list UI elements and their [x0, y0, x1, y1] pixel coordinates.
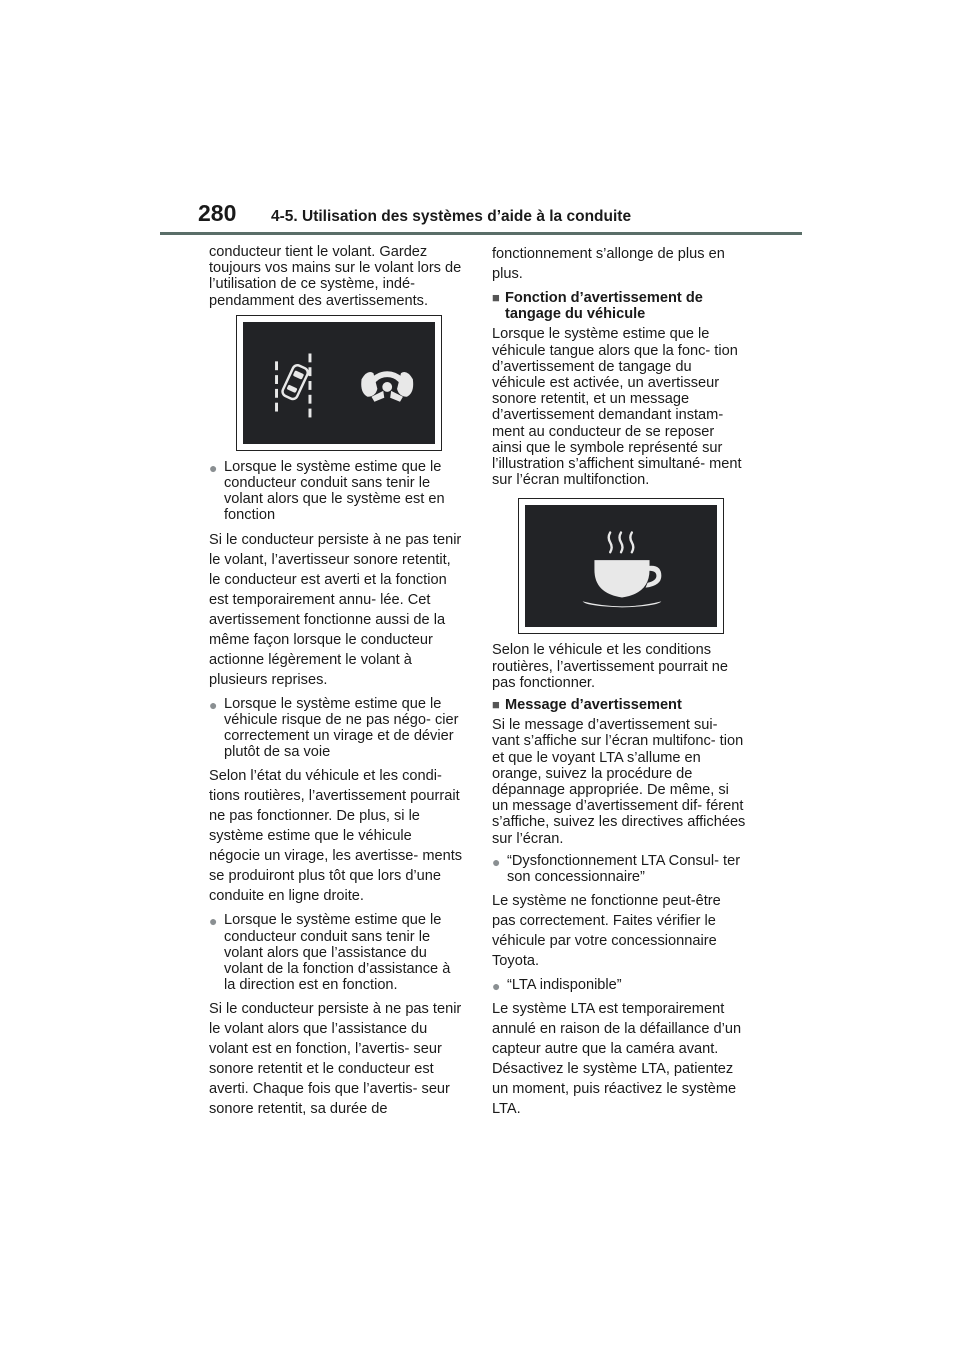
bullet-icon: ● [209, 459, 218, 476]
paragraph: Lorsque le système estime que le véhicule tangue alors que la fonc- tion d’avertissement de tangage du véhicule est activée, un avertisseur sonore retentit, et un message d’avertissement demandant instam- ment au conducteur de se reposer ainsi que le symbole représenté sur l’illustration s’affichent simultané- ment sur l’écran multifonction. [492, 326, 742, 489]
bullet-item [492, 853, 748, 885]
bullet-icon: ● [209, 696, 218, 713]
paragraph: Selon le véhicule et les conditions routières, l’avertissement pourrait ne pas fonctionner. [492, 642, 729, 691]
heading-text: Fonction d’avertissement de tangage du véhicule [505, 290, 703, 323]
paragraph: Si le conducteur persiste à ne pas tenir le volant, l’avertisseur sonore retentit, le conducteur est averti et la fonction est temporairement annu- lée. Cet avertissement fonctionne aussi de la même façon lorsque le conducteur actionne légèrement le volant à plusieurs reprises. [209, 531, 462, 688]
left-column [209, 244, 465, 1125]
paragraph: Si le message d’avertissement sui- vant s’affiche sur l’écran multifonc- tion et que le voyant LTA s’allume en orange, suivez la procédure de dépannage appropriée. De même, si un message d’avertissement dif- férent s’affiche, suivez les directives affichées sur l’écran. [492, 717, 746, 847]
bullet-icon: ● [492, 978, 501, 995]
continued-paragraph: fonctionnement s’allonge de plus en plus. [492, 246, 725, 282]
bullet-text: Lorsque le système estime que le conducteur conduit sans tenir le volant alors que le système est en fonction [224, 458, 445, 524]
section-title: 4-5. Utilisation des systèmes d’aide à la conduite [271, 208, 632, 225]
heading-square-icon: ■ [492, 290, 500, 305]
rest-suggestion-figure [518, 498, 724, 634]
hands-off-warning-figure [236, 315, 442, 451]
page-number: 280 [198, 200, 237, 226]
page-header [198, 200, 802, 234]
display-screen [243, 322, 435, 444]
bullet-item [209, 912, 465, 993]
paragraph: Selon l’état du véhicule et les condi- tions routières, l’avertissement pourrait ne pas fonctionner. De plus, si le système estime que le véhicule négocie un virage, les avertisse- ments se produiront plus tôt que lors d’une conduite en ligne droite. [209, 768, 463, 905]
subsection-heading [492, 697, 748, 713]
bullet-text: Lorsque le système estime que le véhicule risque de ne pas négo- cier correctement un virage et de dévier plutôt de sa voie [224, 695, 459, 761]
bullet-item [209, 696, 465, 761]
coffee-cup-icon [525, 505, 717, 627]
bullet-text: “LTA indisponible” [507, 977, 622, 994]
paragraph: Le système LTA est temporairement annulé en raison de la défaillance d’un capteur autre que la caméra avant. Désactivez le système LTA, patientez un moment, puis réactivez le système LTA. [492, 1001, 742, 1118]
paragraph: Le système ne fonctionne peut-être pas correctement. Faites vérifier le véhicule par votre concessionnaire Toyota. [492, 893, 721, 970]
subsection-heading [492, 290, 748, 322]
bullet-item [492, 977, 748, 993]
bullet-icon: ● [209, 913, 218, 930]
display-screen [525, 505, 717, 627]
header-rule [160, 232, 802, 235]
intro-paragraph: conducteur tient le volant. Gardez toujours vos mains sur le volant lors de l’utilisation de ce système, indé- pendamment des avertissements. [209, 244, 462, 309]
bullet-icon: ● [492, 853, 501, 870]
bullet-text: Lorsque le système estime que le conducteur conduit sans tenir le volant alors que l’assistance du volant de la fonction d’assistance à la direction est en fonction. [224, 912, 451, 994]
bullet-text: “Dysfonctionnement LTA Consul- ter son concessionnaire” [507, 852, 741, 886]
bullet-item [209, 459, 465, 524]
lane-and-steering-icon [243, 322, 435, 444]
heading-square-icon: ■ [492, 697, 500, 713]
paragraph: Si le conducteur persiste à ne pas tenir le volant alors que l’assistance du volant est en fonction, l’avertis- seur sonore retentit et le conducteur est averti. Chaque fois que l’avertis- seur sonore retentit, sa durée de [209, 1001, 462, 1118]
right-column [492, 244, 748, 1125]
heading-text: Message d’avertissement [505, 697, 682, 714]
